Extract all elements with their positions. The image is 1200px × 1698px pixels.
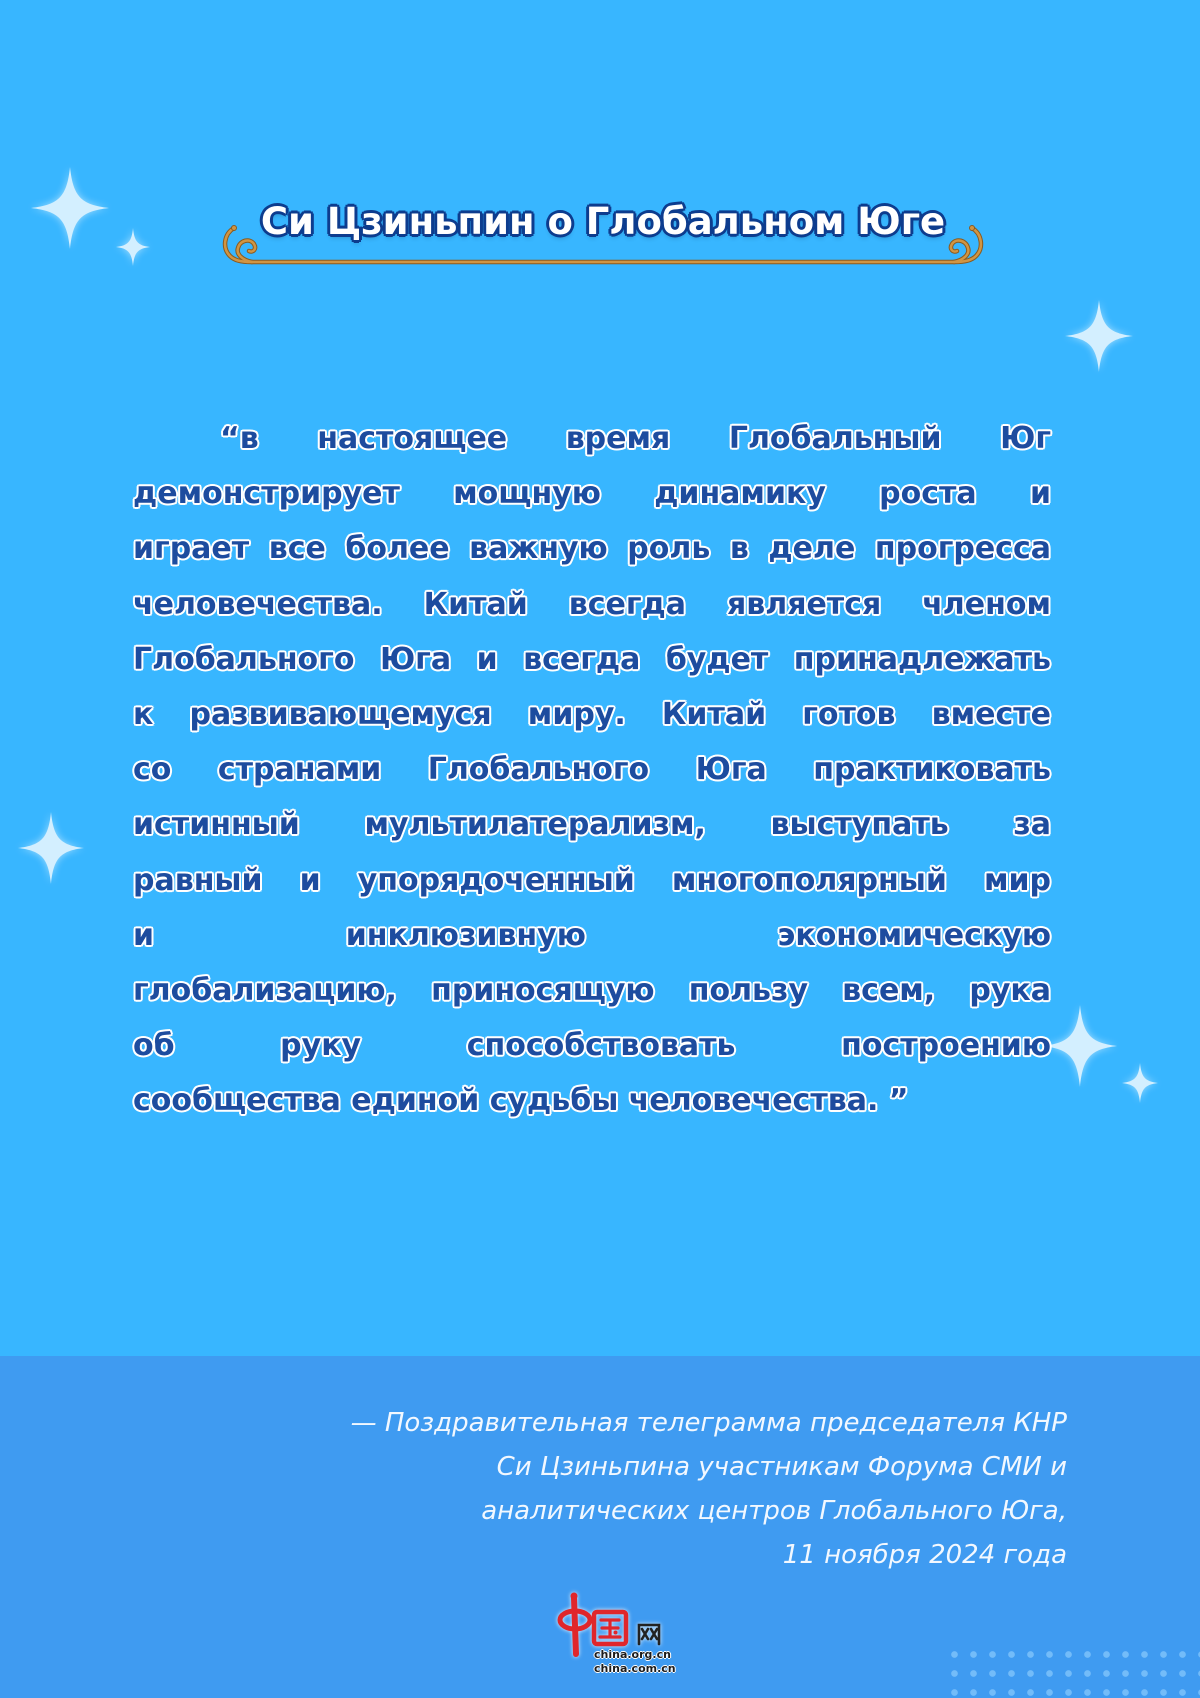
logo-domain: china.org.cn — [594, 1648, 671, 1661]
quote-line: глобализацию, приносящую пользу всем, рука — [133, 973, 1051, 1009]
quote-line: играет все более важную роль в деле прогресса — [133, 531, 1051, 567]
sparkle-icon — [18, 812, 84, 884]
logo-domain: china.com.cn — [594, 1662, 676, 1675]
china-org-cn-logo — [556, 1592, 676, 1678]
quote-line: “в настоящее время Глобальный Юг — [220, 421, 1051, 456]
attribution-line: аналитических центров Глобального Юга, — [481, 1496, 1067, 1526]
quote-line: и инклюзивную экономическую — [133, 917, 1051, 953]
sparkle-icon — [1122, 1063, 1158, 1103]
quote-line: демонстрирует мощную динамику роста и — [133, 476, 1051, 512]
attribution-line: Си Цзиньпина участникам Форума СМИ и — [496, 1452, 1067, 1482]
quote-line: человечества. Китай всегда является членом — [133, 586, 1051, 622]
quote-text — [133, 411, 1051, 1129]
quote-line: к развивающемуся миру. Китай готов вместе — [133, 697, 1051, 733]
attribution — [247, 1401, 1067, 1577]
poster-title: Си Цзиньпин о Глобальном Юге — [260, 200, 946, 243]
sparkle-icon — [1043, 1005, 1117, 1087]
quote-line: равный и упорядоченный многополярный мир — [133, 862, 1051, 898]
sparkle-icon — [1065, 300, 1133, 372]
attribution-line: — Поздравительная телеграмма председателя КНР — [350, 1408, 1067, 1438]
quote-line: сообщества единой судьбы человечества. ” — [133, 1083, 909, 1119]
dot-pattern — [945, 1645, 1200, 1698]
attribution-date: 11 ноября 2024 года — [782, 1540, 1067, 1570]
quote-line: со странами Глобального Юга практиковать — [133, 752, 1051, 788]
quote-line: об руку способствовать построению — [133, 1028, 1051, 1064]
quote-line: Глобального Юга и всегда будет принадлежать — [133, 641, 1051, 677]
quote-line: истинный мультилатерализм, выступать за — [133, 807, 1051, 843]
